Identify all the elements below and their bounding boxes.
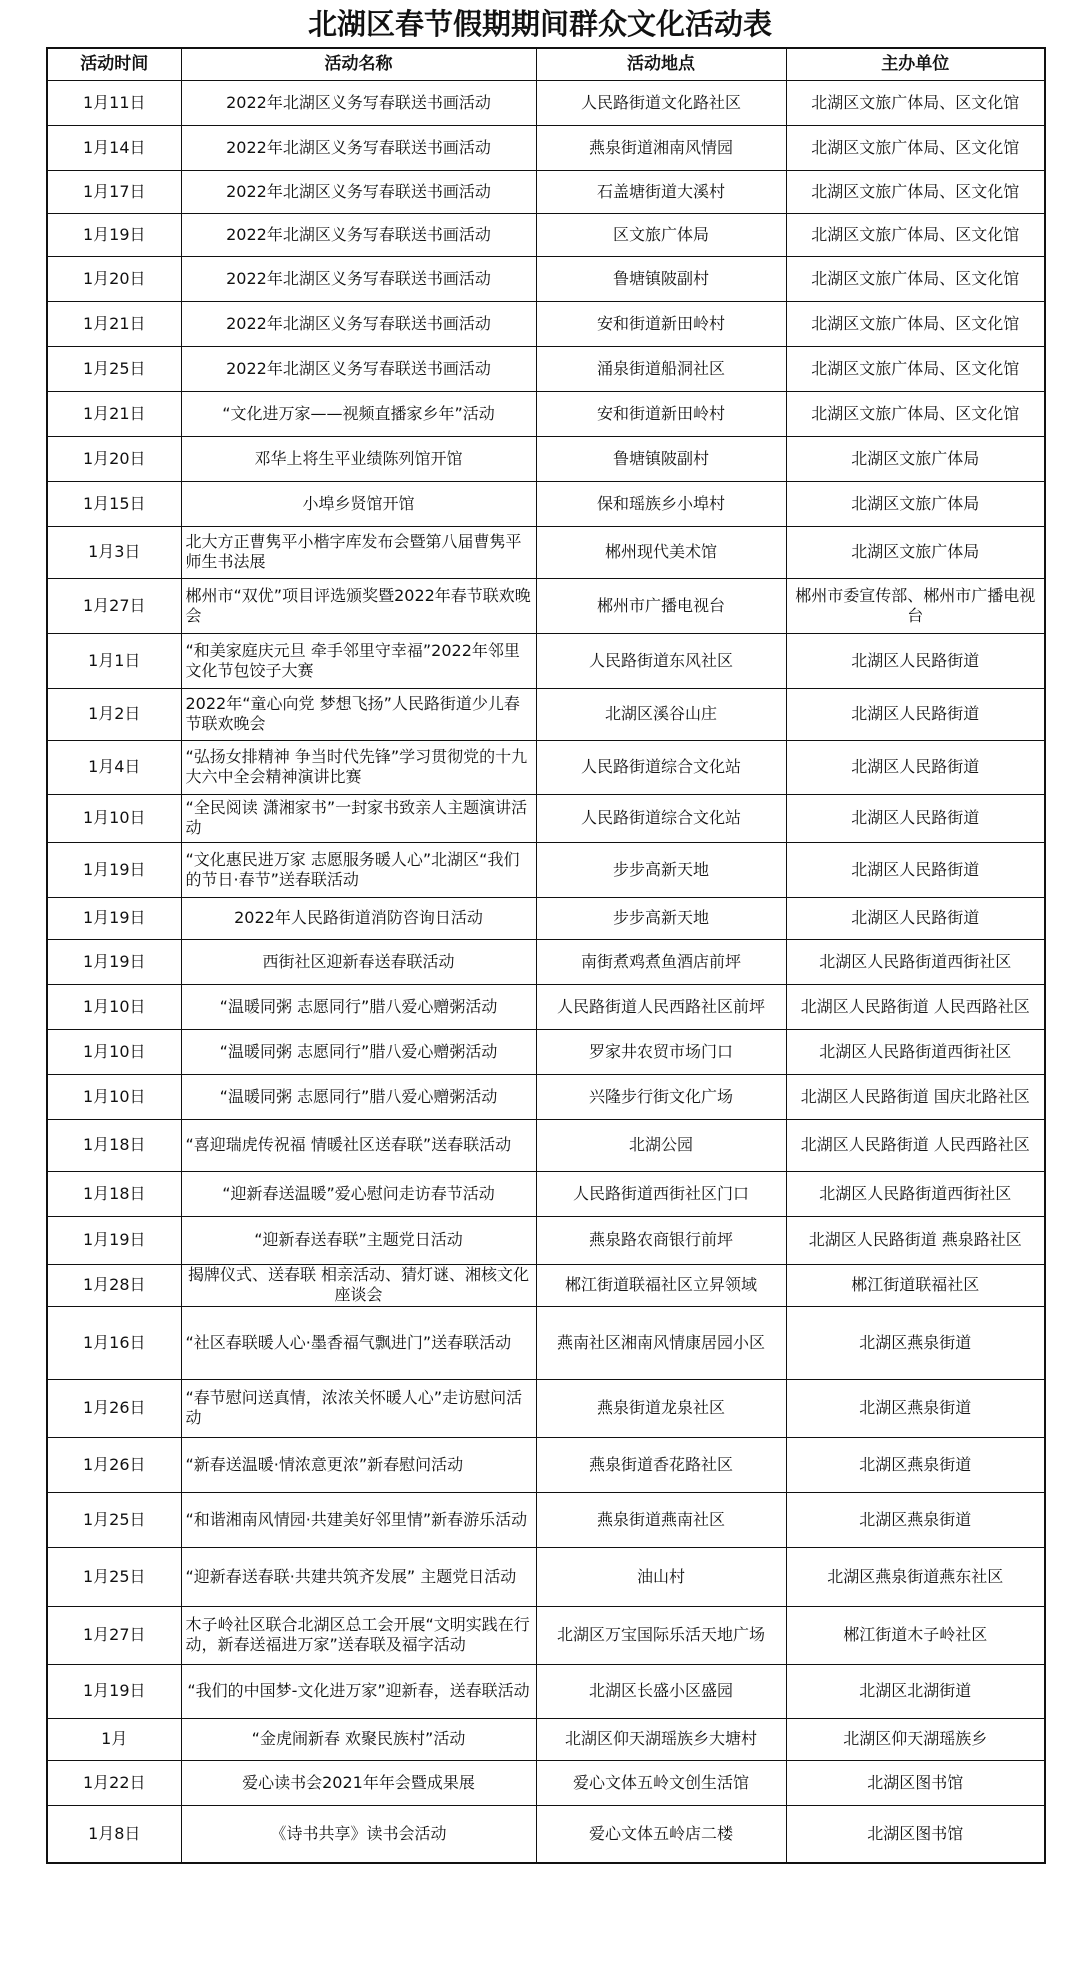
table-row [47, 1306, 1045, 1379]
table-row [47, 80, 1045, 125]
cell-name: 爱心读书会2021年年会暨成果展 [181, 1760, 536, 1805]
cell-name: 《诗书共享》读书会活动 [181, 1805, 536, 1863]
cell-date: 1月14日 [47, 125, 181, 170]
cell-org: 北湖区人民路街道 [786, 633, 1045, 688]
table-row [47, 481, 1045, 526]
cell-name: “迎新春送温暖”爱心慰问走访春节活动 [181, 1171, 536, 1216]
cell-name: “文化进万家——视频直播家乡年”活动 [181, 391, 536, 436]
cell-name: “和谐湘南风情园·共建美好邻里情”新春游乐活动 [181, 1492, 536, 1547]
cell-place: 安和街道新田岭村 [536, 391, 786, 436]
cell-name: “我们的中国梦-文化进万家”迎新春，送春联活动 [181, 1664, 536, 1718]
cell-name: 北大方正曹隽平小楷字库发布会暨第八届曹隽平师生书法展 [181, 526, 536, 578]
cell-place: 人民路街道东风社区 [536, 633, 786, 688]
cell-place: 燕泉路农商银行前坪 [536, 1216, 786, 1264]
cell-place: 南街煮鸡煮鱼酒店前坪 [536, 939, 786, 984]
table-row [47, 1216, 1045, 1264]
table-row [47, 984, 1045, 1029]
cell-date: 1月21日 [47, 391, 181, 436]
cell-name: 2022年北湖区义务写春联送书画活动 [181, 213, 536, 256]
table-row [47, 897, 1045, 939]
cell-place: 罗家井农贸市场门口 [536, 1029, 786, 1074]
cell-date: 1月26日 [47, 1379, 181, 1437]
cell-name: “迎新春送春联·共建共筑齐发展” 主题党日活动 [181, 1547, 536, 1606]
table-row [47, 1379, 1045, 1437]
table-row [47, 1492, 1045, 1547]
cell-org: 北湖区人民路街道西街社区 [786, 1029, 1045, 1074]
cell-date: 1月28日 [47, 1264, 181, 1306]
cell-place: 人民路街道西街社区门口 [536, 1171, 786, 1216]
cell-place: 郴州现代美术馆 [536, 526, 786, 578]
cell-org: 北湖区燕泉街道 [786, 1379, 1045, 1437]
cell-date: 1月2日 [47, 688, 181, 740]
cell-place: 石盖塘街道大溪村 [536, 170, 786, 213]
table-row [47, 391, 1045, 436]
table-row [47, 1805, 1045, 1863]
cell-org: 北湖区燕泉街道 [786, 1492, 1045, 1547]
cell-name: “金虎闹新春 欢聚民族村”活动 [181, 1718, 536, 1760]
table-row [47, 939, 1045, 984]
cell-name: 2022年“童心向党 梦想飞扬”人民路街道少儿春节联欢晚会 [181, 688, 536, 740]
cell-name: 邓华上将生平业绩陈列馆开馆 [181, 436, 536, 481]
cell-date: 1月18日 [47, 1119, 181, 1171]
cell-place: 北湖区仰天湖瑶族乡大塘村 [536, 1718, 786, 1760]
cell-date: 1月25日 [47, 1547, 181, 1606]
cell-org: 北湖区人民路街道 [786, 794, 1045, 842]
cell-org: 北湖区文旅广体局、区文化馆 [786, 170, 1045, 213]
cell-org: 北湖区人民路街道 国庆北路社区 [786, 1074, 1045, 1119]
cell-place: 兴隆步行街文化广场 [536, 1074, 786, 1119]
cell-name: 2022年北湖区义务写春联送书画活动 [181, 80, 536, 125]
cell-date: 1月10日 [47, 984, 181, 1029]
table-row [47, 301, 1045, 346]
header-row [47, 48, 1045, 80]
table-row [47, 170, 1045, 213]
cell-org: 北湖区文旅广体局、区文化馆 [786, 301, 1045, 346]
cell-place: 北湖区万宝国际乐活天地广场 [536, 1606, 786, 1664]
cell-place: 北湖区长盛小区盛园 [536, 1664, 786, 1718]
cell-org: 郴州市委宣传部、郴州市广播电视台 [786, 578, 1045, 633]
table-row [47, 1437, 1045, 1492]
cell-org: 北湖区图书馆 [786, 1760, 1045, 1805]
table-row [47, 688, 1045, 740]
cell-org: 北湖区图书馆 [786, 1805, 1045, 1863]
cell-place: 步步高新天地 [536, 842, 786, 897]
table-row [47, 213, 1045, 256]
cell-place: 人民路街道综合文化站 [536, 740, 786, 794]
cell-place: 郴州市广播电视台 [536, 578, 786, 633]
cell-date: 1月20日 [47, 436, 181, 481]
cell-name: “温暖同粥 志愿同行”腊八爱心赠粥活动 [181, 984, 536, 1029]
cell-org: 北湖区文旅广体局、区文化馆 [786, 80, 1045, 125]
table-row [47, 740, 1045, 794]
cell-name: 2022年北湖区义务写春联送书画活动 [181, 170, 536, 213]
cell-place: 燕南社区湘南风情康居园小区 [536, 1306, 786, 1379]
cell-name: “迎新春送春联”主题党日活动 [181, 1216, 536, 1264]
cell-org: 北湖区燕泉街道 [786, 1437, 1045, 1492]
cell-date: 1月11日 [47, 80, 181, 125]
cell-place: 爱心文体五岭文创生活馆 [536, 1760, 786, 1805]
cell-date: 1月19日 [47, 1216, 181, 1264]
table-row [47, 578, 1045, 633]
table-row [47, 842, 1045, 897]
cell-place: 人民路街道人民西路社区前坪 [536, 984, 786, 1029]
page-title: 北湖区春节假期期间群众文化活动表 [307, 7, 772, 41]
cell-date: 1月1日 [47, 633, 181, 688]
cell-name: “文化惠民进万家 志愿服务暖人心”北湖区“我们的节日·春节”送春联活动 [181, 842, 536, 897]
cell-place: 爱心文体五岭店二楼 [536, 1805, 786, 1863]
cell-place: 油山村 [536, 1547, 786, 1606]
cell-org: 北湖区文旅广体局 [786, 481, 1045, 526]
cell-date: 1月26日 [47, 1437, 181, 1492]
cell-date: 1月16日 [47, 1306, 181, 1379]
cell-place: 燕泉街道湘南风情园 [536, 125, 786, 170]
cell-org: 北湖区北湖街道 [786, 1664, 1045, 1718]
cell-org: 北湖区人民路街道西街社区 [786, 939, 1045, 984]
cell-org: 北湖区人民路街道 人民西路社区 [786, 1119, 1045, 1171]
cell-date: 1月18日 [47, 1171, 181, 1216]
cell-date: 1月25日 [47, 1492, 181, 1547]
table-row [47, 1760, 1045, 1805]
cell-date: 1月19日 [47, 842, 181, 897]
cell-date: 1月19日 [47, 1664, 181, 1718]
cell-date: 1月3日 [47, 526, 181, 578]
cell-date: 1月20日 [47, 256, 181, 301]
cell-org: 北湖区仰天湖瑶族乡 [786, 1718, 1045, 1760]
cell-date: 1月10日 [47, 1074, 181, 1119]
cell-date: 1月10日 [47, 1029, 181, 1074]
cell-date: 1月4日 [47, 740, 181, 794]
cell-name: “和美家庭庆元旦 牵手邻里守幸福”2022年邻里文化节包饺子大赛 [181, 633, 536, 688]
cell-place: 保和瑶族乡小埠村 [536, 481, 786, 526]
cell-date: 1月19日 [47, 939, 181, 984]
table-row [47, 1029, 1045, 1074]
cell-org: 北湖区文旅广体局、区文化馆 [786, 391, 1045, 436]
cell-date: 1月19日 [47, 897, 181, 939]
cell-date: 1月21日 [47, 301, 181, 346]
table-row [47, 633, 1045, 688]
cell-name: 揭牌仪式、送春联 相亲活动、猜灯谜、湘核文化座谈会 [181, 1264, 536, 1306]
cell-place: 北湖区溪谷山庄 [536, 688, 786, 740]
cell-name: 2022年北湖区义务写春联送书画活动 [181, 125, 536, 170]
table-row [47, 1119, 1045, 1171]
table-row [47, 1547, 1045, 1606]
cell-org: 郴江街道木子岭社区 [786, 1606, 1045, 1664]
cell-date: 1月27日 [47, 578, 181, 633]
table-body [47, 80, 1045, 1863]
cell-name: 2022年人民路街道消防咨询日活动 [181, 897, 536, 939]
cell-date: 1月27日 [47, 1606, 181, 1664]
cell-date: 1月 [47, 1718, 181, 1760]
cell-org: 北湖区文旅广体局 [786, 526, 1045, 578]
cell-name: 郴州市“双优”项目评选颁奖暨2022年春节联欢晚会 [181, 578, 536, 633]
cell-place: 燕泉街道龙泉社区 [536, 1379, 786, 1437]
header-date: 活动时间 [47, 48, 181, 80]
cell-place: 人民路街道文化路社区 [536, 80, 786, 125]
table-row [47, 436, 1045, 481]
table-row [47, 1074, 1045, 1119]
cell-name: “温暖同粥 志愿同行”腊八爱心赠粥活动 [181, 1074, 536, 1119]
cell-place: 鲁塘镇陂副村 [536, 436, 786, 481]
cell-name: “社区春联暖人心·墨香福气飘进门”送春联活动 [181, 1306, 536, 1379]
table-row [47, 1171, 1045, 1216]
cell-org: 北湖区人民路街道 [786, 688, 1045, 740]
cell-name: “春节慰问送真情，浓浓关怀暖人心”走访慰问活动 [181, 1379, 536, 1437]
cell-name: 2022年北湖区义务写春联送书画活动 [181, 301, 536, 346]
table-row [47, 1606, 1045, 1664]
cell-date: 1月10日 [47, 794, 181, 842]
cell-place: 安和街道新田岭村 [536, 301, 786, 346]
cell-org: 北湖区人民路街道 人民西路社区 [786, 984, 1045, 1029]
table-row [47, 1718, 1045, 1760]
cell-org: 北湖区人民路街道 [786, 897, 1045, 939]
cell-date: 1月17日 [47, 170, 181, 213]
cell-org: 北湖区人民路街道 [786, 740, 1045, 794]
cell-name: 木子岭社区联合北湖区总工会开展“文明实践在行动，新春送福进万家”送春联及福字活动 [181, 1606, 536, 1664]
cell-date: 1月22日 [47, 1760, 181, 1805]
table-row [47, 1664, 1045, 1718]
cell-name: “新春送温暖·情浓意更浓”新春慰问活动 [181, 1437, 536, 1492]
cell-date: 1月19日 [47, 213, 181, 256]
cell-name: 2022年北湖区义务写春联送书画活动 [181, 346, 536, 391]
cell-date: 1月8日 [47, 1805, 181, 1863]
header-org: 主办单位 [786, 48, 1045, 80]
cell-place: 燕泉街道燕南社区 [536, 1492, 786, 1547]
cell-name: “全民阅读 潇湘家书”一封家书致亲人主题演讲活动 [181, 794, 536, 842]
cell-place: 区文旅广体局 [536, 213, 786, 256]
table-row [47, 256, 1045, 301]
cell-org: 北湖区文旅广体局、区文化馆 [786, 213, 1045, 256]
header-name: 活动名称 [181, 48, 536, 80]
cell-org: 北湖区文旅广体局、区文化馆 [786, 346, 1045, 391]
cell-name: 小埠乡贤馆开馆 [181, 481, 536, 526]
table-row [47, 1264, 1045, 1306]
cell-org: 北湖区文旅广体局、区文化馆 [786, 125, 1045, 170]
cell-place: 步步高新天地 [536, 897, 786, 939]
cell-org: 郴江街道联福社区 [786, 1264, 1045, 1306]
table-row [47, 125, 1045, 170]
cell-name: “喜迎瑞虎传祝福 情暖社区送春联”送春联活动 [181, 1119, 536, 1171]
cell-place: 鲁塘镇陂副村 [536, 256, 786, 301]
cell-org: 北湖区人民路街道西街社区 [786, 1171, 1045, 1216]
cell-place: 北湖公园 [536, 1119, 786, 1171]
cell-date: 1月25日 [47, 346, 181, 391]
cell-name: “弘扬女排精神 争当时代先锋”学习贯彻党的十九大六中全会精神演讲比赛 [181, 740, 536, 794]
table-row [47, 794, 1045, 842]
cell-place: 郴江街道联福社区立昇领域 [536, 1264, 786, 1306]
header-place: 活动地点 [536, 48, 786, 80]
cell-place: 涌泉街道船洞社区 [536, 346, 786, 391]
cell-name: 2022年北湖区义务写春联送书画活动 [181, 256, 536, 301]
cell-org: 北湖区燕泉街道 [786, 1306, 1045, 1379]
cell-org: 北湖区燕泉街道燕东社区 [786, 1547, 1045, 1606]
cell-org: 北湖区人民路街道 燕泉路社区 [786, 1216, 1045, 1264]
table-row [47, 526, 1045, 578]
cell-org: 北湖区人民路街道 [786, 842, 1045, 897]
cell-place: 人民路街道综合文化站 [536, 794, 786, 842]
cell-org: 北湖区文旅广体局、区文化馆 [786, 256, 1045, 301]
cell-date: 1月15日 [47, 481, 181, 526]
cell-name: “温暖同粥 志愿同行”腊八爱心赠粥活动 [181, 1029, 536, 1074]
cell-place: 燕泉街道香花路社区 [536, 1437, 786, 1492]
cell-org: 北湖区文旅广体局 [786, 436, 1045, 481]
activity-table [46, 47, 1046, 1864]
table-row [47, 346, 1045, 391]
cell-name: 西街社区迎新春送春联活动 [181, 939, 536, 984]
